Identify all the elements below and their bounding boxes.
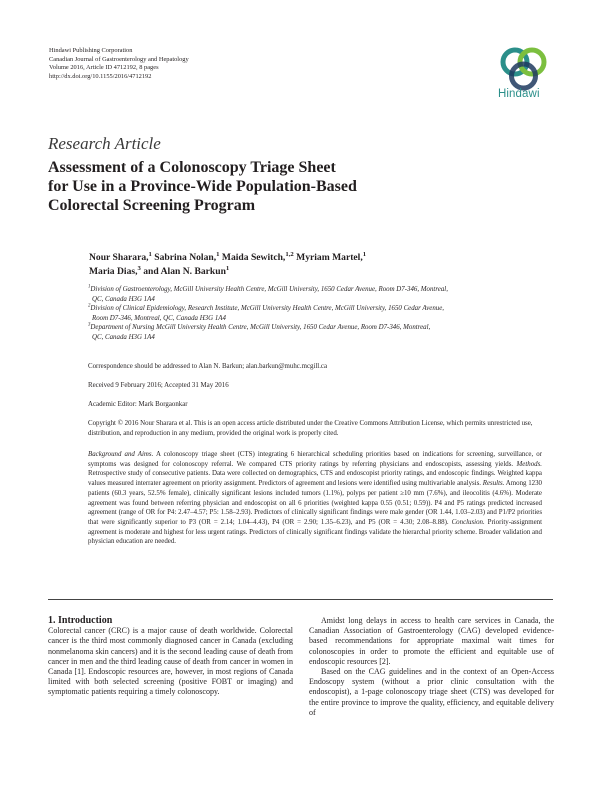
abstract-heading-conclusion: Conclusion.	[451, 518, 485, 526]
author: Maria Dias,	[89, 266, 138, 277]
journal-header	[49, 47, 189, 81]
hindawi-wordmark: Hindawi	[498, 88, 540, 100]
affiliation: $^1$Division of Gastroenterology, McGill University Health Centre, McGill University, 1650 Cedar Avenue, Room D7-346, Montreal, QC, Canada H3G 1A4	[88, 284, 448, 303]
affiliations	[88, 285, 538, 343]
article-type: Research Article	[48, 134, 161, 153]
title-line: Assessment of a Colonoscopy Triage Sheet	[48, 159, 336, 176]
correspondence: Correspondence should be addressed to Alan N. Barkun; alan.barkun@muhc.mcgill.ca	[88, 363, 328, 370]
author: Myriam Martel,	[293, 252, 363, 263]
abstract-heading-methods: Methods.	[516, 460, 542, 468]
author: and Alan N. Barkun	[140, 266, 226, 277]
affiliation: $^3$Department of Nursing McGill University Health Centre, McGill University, 1650 Cedar Avenue, Room D7-346, Montreal, QC, Canada H3G 1A4	[88, 323, 431, 341]
copyright-notice: Copyright © 2016 Nour Sharara et al. This is an open access article distributed under the Creative Commons Attribution License, which permits unrestricted use, distribution, and reproduction in any medium, provided the original work is properly cited.	[88, 420, 533, 437]
abstract: Background and Aims. A colonoscopy triage sheet (CTS) integrating 6 hierarchical scheduling priorities based on indications for screening, surveillance, or symptoms was designed for colonoscopy referral. We compared CTS priority ratings by referring physicians and endoscopists, assessing yields. Methods. Retrospective study of consecutive patients. Data were collected on demographics, CTS and endoscopist priority ratings, and endoscopic findings. Weighted kappa values measured interrater agreement on priority assignment. Predictors of agreement and lesions were identified using multivariable analysis. Results. Among 1230 patients (60.3 years, 52.5% female), clinically significant lesions included tumors (1.1%), polyps per patient ≥10 mm (7.6%), and ileocolitis (4.6%). Moderate agreement was found between referring physician and endoscopist on all 6 priorities (weighted kappa 0.55 (0.51; 0.59)). P4 and P5 ratings predicted increased agreement (range of OR for P4: 2.47–4.57; P5: 1.58–2.93). Predictors of clinically significant findings were male gender (OR 1.44, 1.03–2.03) and P1/P2 priorities that were significantly superior to P3 (OR = 2.14; 1.04–4.43), P4 (OR = 2.90; 1.35–6.23), and P5 (OR = 4.30; 2.08–8.88). Conclusion. Priority-assignment agreement is moderate and highest for less urgent ratings. Predictors of clinically significant findings validate the hierarchal priority scheme. Broader validation and physician education are needed.	[88, 451, 542, 546]
paragraph: Colorectal cancer (CRC) is a major cause of death worldwide. Colorectal cancer is the third most commonly diagnosed cancer in Canada (excluding nonmelanoma skin cancers) and it is the second leading cause of death from cancer in men and the third leading cause of death from cancer in women in Canada [1]. Endoscopic resources are, however, in most regions of Canada limited with both selected screening (positive FOBT or imaging) and symptomatic patients requiring a timely colonoscopy.	[48, 626, 293, 697]
journal-name: Canadian Journal of Gastroenterology and Hepatology	[49, 55, 189, 63]
doi-link[interactable]: http://dx.doi.org/10.1155/2016/4712192	[49, 72, 152, 80]
received-dates: Received 9 February 2016; Accepted 31 May 2016	[88, 382, 229, 389]
article-title	[48, 158, 448, 215]
abstract-heading-background: Background and Aims.	[88, 451, 154, 458]
title-line: for Use in a Province-Wide Population-Based	[48, 178, 357, 195]
author: Sabrina Nolan,	[151, 252, 217, 263]
left-column	[48, 616, 293, 698]
paragraph: Based on the CAG guidelines and in the context of an Open-Access Endoscopy system (without a prior clinic consultation with the endoscopist), a 1-page colonoscopy triage sheet (CTS) was developed for the entire province to improve the quality, efficiency, and equitable delivery of	[309, 667, 554, 717]
right-column	[309, 616, 554, 718]
title-line: Colorectal Screening Program	[48, 197, 256, 214]
section-heading: 1. Introduction	[48, 615, 113, 626]
paragraph: Amidst long delays in access to health care services in Canada, the Canadian Association of Gastroenterology (CAG) developed evidence-based recommendations for appropriate maximal wait times for colonoscopies in order to promote the efficient and equitable use of endoscopic resources [2].	[309, 616, 554, 666]
volume-info: Volume 2016, Article ID 4712192, 8 pages	[49, 64, 159, 72]
author: Maida Sewitch,	[219, 252, 286, 263]
affiliation: $^2$Division of Clinical Epidemiology, Research Institute, McGill University Health Centre, McGill University, 1650 Cedar Avenue, Room D7-346, Montreal, QC, Canada H3G 1A4	[88, 303, 445, 322]
author-list: Nour Sharara,$^1$ Sabrina Nolan,$^1$ Maida Sewitch,$^{1,2}$ Myriam Martel,$^1$ Maria Dias,$^3$ and Alan N. Barkun$^1$	[89, 250, 367, 277]
academic-editor: Academic Editor: Mark Borgaonkar	[88, 401, 188, 408]
author: Nour Sharara,	[89, 252, 149, 263]
section-divider	[48, 599, 553, 600]
publisher: Hindawi Publishing Corporation	[49, 47, 133, 54]
abstract-heading-results: Results.	[482, 480, 505, 488]
